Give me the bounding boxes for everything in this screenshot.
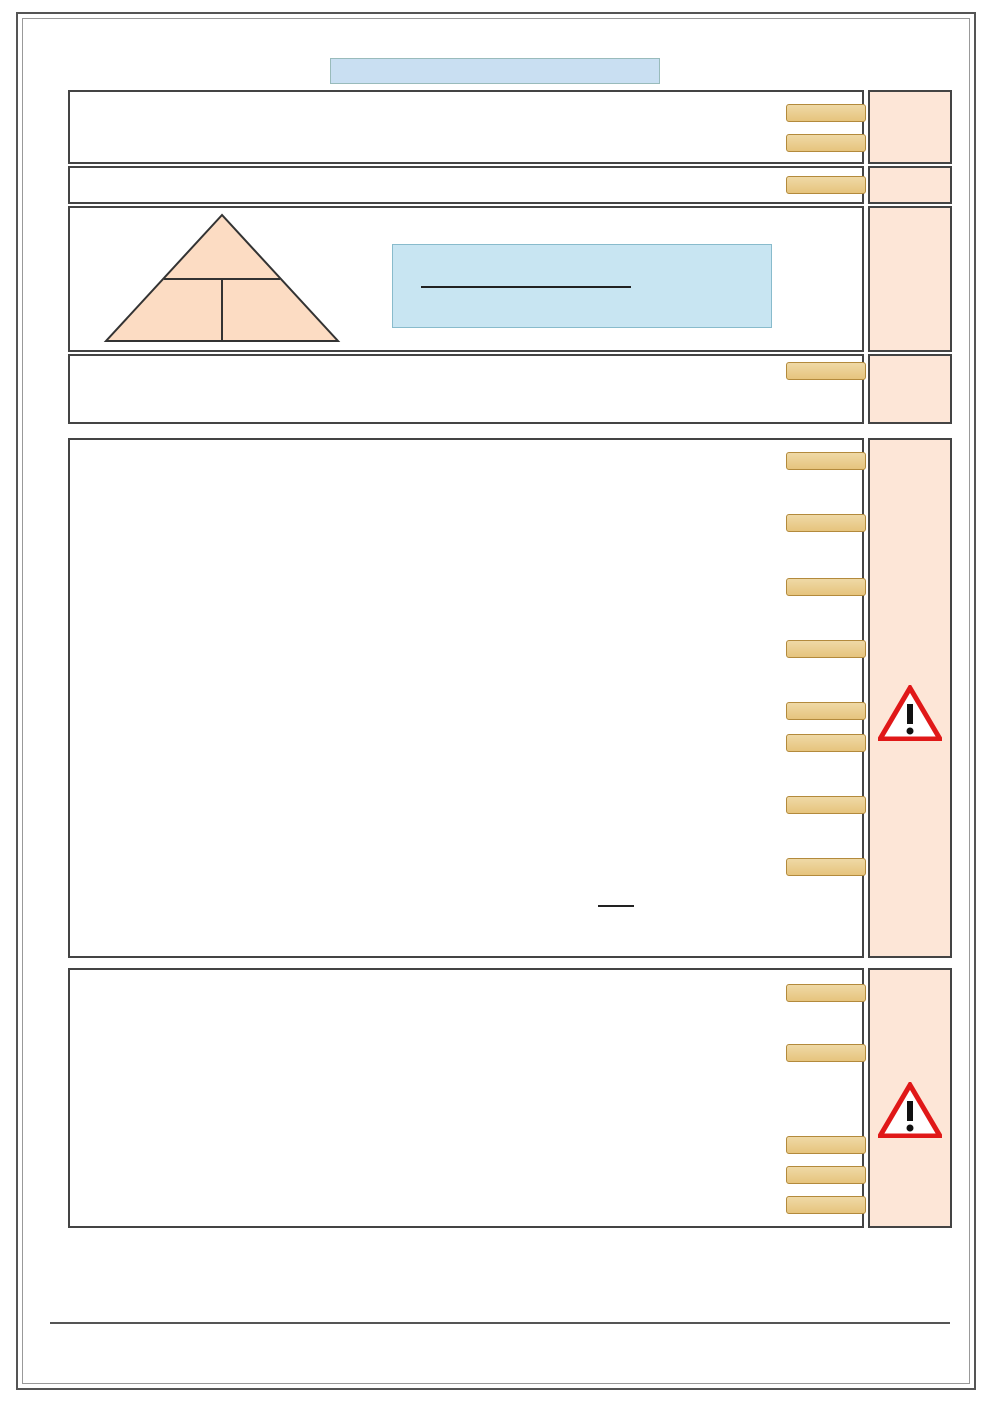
pen-icon (786, 176, 866, 194)
molality-def-1 (770, 104, 866, 122)
notes-f1 (780, 734, 866, 752)
pen-icon (786, 1166, 866, 1184)
pen-icon (786, 452, 866, 470)
notes-heading (868, 438, 952, 958)
molality-heading (868, 90, 952, 164)
pen-icon (786, 734, 866, 752)
tips-1 (780, 984, 866, 1002)
pen-icon (786, 362, 866, 380)
note-box (68, 354, 864, 424)
molality-formula (392, 244, 772, 328)
note-heading (868, 354, 952, 424)
pen-icon (786, 984, 866, 1002)
molal-heading (868, 166, 952, 204)
pen-icon (786, 702, 866, 720)
notes-d1 (780, 640, 866, 658)
tips-8 (780, 1196, 866, 1214)
warning-icon (878, 685, 942, 741)
pen-icon (786, 796, 866, 814)
notes-b1 (780, 514, 866, 532)
law-heading (868, 206, 952, 352)
left-signature-strip (24, 68, 58, 1308)
tips-7 (780, 1166, 866, 1184)
tips-heading (868, 968, 952, 1228)
notes-g1 (780, 796, 866, 814)
pen-icon (786, 1044, 866, 1062)
pen-icon (786, 134, 866, 152)
density-fraction (598, 905, 634, 907)
pen-icon (786, 104, 866, 122)
page-title (330, 58, 660, 84)
tips-6 (780, 1136, 866, 1154)
fraction-bar (421, 286, 631, 288)
molality-definition-box (68, 90, 864, 164)
pen-icon (786, 1136, 866, 1154)
notes-box (68, 438, 864, 958)
note-line-1 (774, 362, 866, 380)
notes-c1 (780, 578, 866, 596)
pen-icon (786, 578, 866, 596)
pen-icon (786, 514, 866, 532)
notes-h2 (586, 886, 646, 926)
tips-3 (780, 1044, 866, 1062)
pen-icon (786, 858, 866, 876)
fraction-bar (598, 905, 634, 907)
top-signature-strip (40, 22, 950, 58)
pen-icon (786, 640, 866, 658)
notes-e1 (780, 702, 866, 720)
notes-a1 (780, 452, 866, 470)
page-footer (50, 1322, 950, 1358)
tips-box (68, 968, 864, 1228)
notes-h1 (780, 858, 866, 876)
dua-banner (280, 1244, 720, 1300)
molal-line (738, 176, 866, 194)
warning-icon (878, 1082, 942, 1138)
molality-def-2 (770, 134, 866, 152)
molality-triangle (102, 213, 342, 343)
pen-icon (786, 1196, 866, 1214)
triangle-shape (102, 213, 342, 343)
